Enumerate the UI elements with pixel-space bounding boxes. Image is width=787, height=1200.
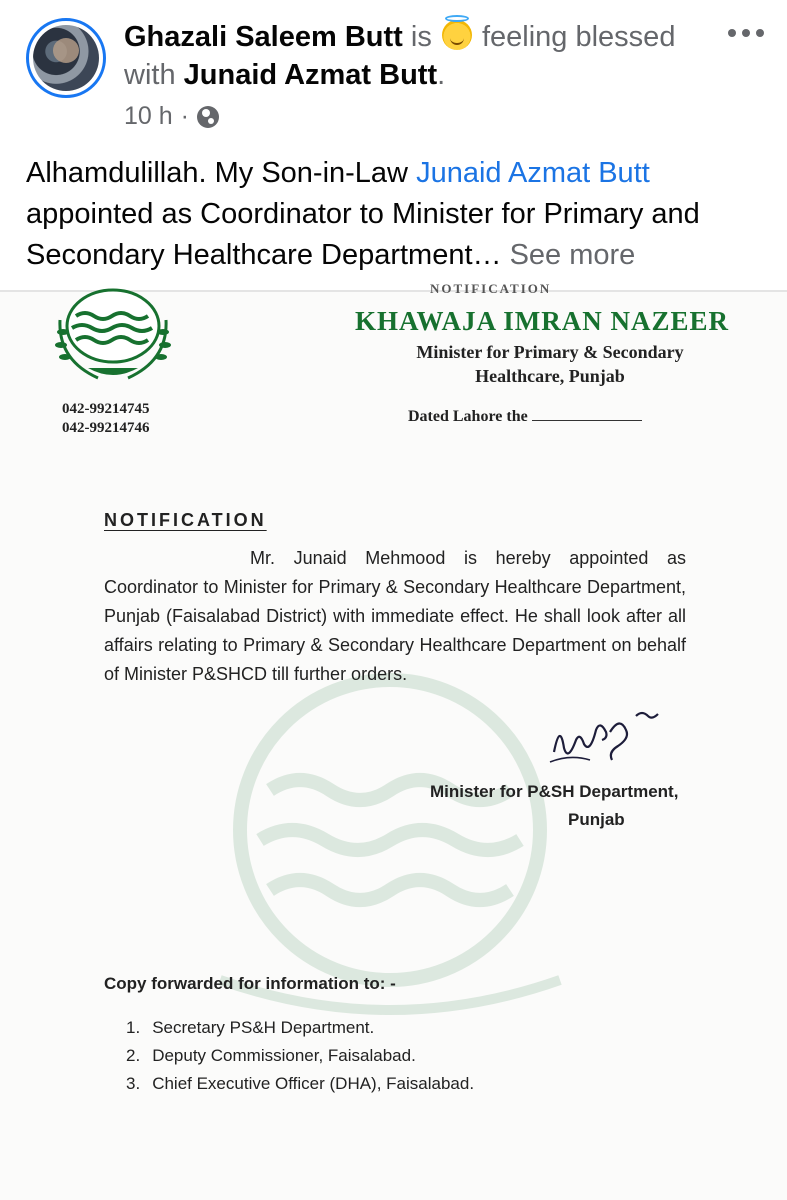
list-item-number: 3.	[126, 1074, 141, 1093]
author-line	[124, 18, 714, 94]
globe-icon[interactable]	[197, 106, 219, 128]
feeling-blessed-emoji	[442, 20, 472, 50]
punjab-seal-logo	[38, 290, 188, 390]
see-more-link[interactable]: See more	[509, 239, 636, 271]
more-options-button[interactable]	[724, 22, 768, 44]
list-item	[126, 1042, 474, 1070]
list-item	[126, 1070, 474, 1098]
list-item	[126, 1014, 474, 1042]
dated-line	[408, 408, 642, 426]
more-options-icon	[728, 29, 736, 37]
list-item-text: Secretary PS&H Department.	[152, 1018, 375, 1037]
meta-separator: ·	[180, 102, 189, 130]
minister-title-line-2: Healthcare, Punjab	[475, 366, 625, 386]
timestamp[interactable]: 10 h	[124, 102, 173, 130]
minister-title-line-1: Minister for Primary & Secondary	[416, 342, 684, 362]
minister-name: KHAWAJA IMRAN NAZEER	[355, 306, 730, 336]
avatar-photo	[33, 25, 99, 91]
phone-2: 042-99214746	[62, 420, 150, 436]
partial-top-text: NOTIFICATION	[430, 281, 552, 296]
is-text: is	[410, 21, 432, 53]
dated-label: Dated Lahore the	[408, 408, 528, 425]
list-item-number: 2.	[126, 1046, 141, 1065]
date-blank	[532, 420, 642, 421]
list-item-number: 1.	[126, 1018, 141, 1037]
avatar[interactable]	[26, 18, 106, 98]
post-meta	[124, 102, 219, 131]
mention-link[interactable]: Junaid Azmat Butt	[416, 157, 650, 189]
signatory-title	[430, 778, 678, 834]
post-text	[26, 153, 771, 276]
notification-heading: NOTIFICATION	[104, 510, 267, 530]
feeling-text: feeling	[481, 21, 568, 53]
list-item-text: Deputy Commissioner, Faisalabad.	[152, 1046, 416, 1065]
author-name[interactable]: Ghazali Saleem Butt	[124, 21, 403, 53]
phone-numbers	[62, 400, 150, 438]
more-options-icon	[756, 29, 764, 37]
list-item-text: Chief Executive Officer (DHA), Faisalabad.	[152, 1074, 475, 1093]
watermark-seal	[200, 660, 580, 1020]
post-text-part-1: Alhamdulillah. My Son-in-Law	[26, 157, 417, 189]
phone-1: 042-99214745	[62, 401, 150, 417]
period: .	[437, 59, 446, 91]
post-header	[0, 0, 787, 140]
more-options-icon	[742, 29, 750, 37]
post-text-part-2: appointed as Coordinator to Minister for Primary and Secondary Healthcare Department…	[26, 198, 700, 271]
signatory-title-line-1: Minister for P&SH Department,	[430, 782, 679, 801]
minister-title	[370, 340, 730, 388]
copy-forwarded-heading: Copy forwarded for information to: -	[104, 974, 396, 993]
notification-document-image[interactable]	[0, 281, 787, 1200]
handwritten-signature	[540, 702, 670, 768]
notification-body-text: Mr. Junaid Mehmood is hereby appointed as Coordinator to Minister for Primary & Secondary Healthcare Department, Punjab (Faisalabad District) with immediate effect. He shall look after all affairs relating to Primary & Secondary Healthcare Department on behalf of Minister P&SHCD till further orders.	[104, 548, 686, 684]
tagged-person[interactable]: Junaid Azmat Butt	[183, 59, 438, 91]
blessed-with-text: blessed with	[124, 21, 676, 91]
signatory-title-line-2: Punjab	[568, 810, 625, 829]
copy-forwarded-list	[126, 1014, 474, 1098]
notification-body	[104, 544, 686, 689]
